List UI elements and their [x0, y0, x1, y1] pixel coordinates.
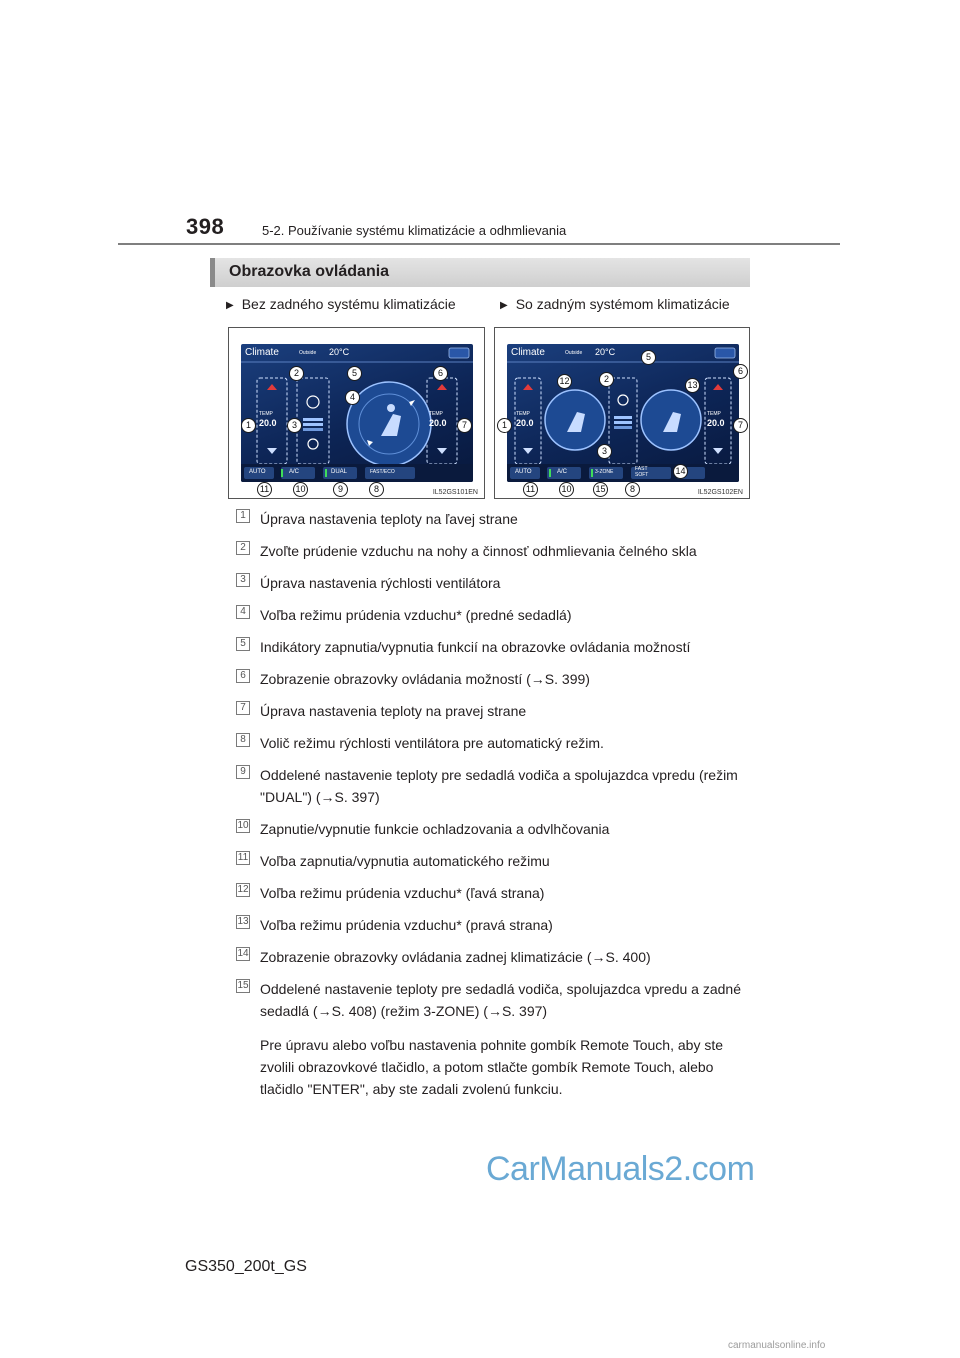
outside-label: Outside — [565, 350, 583, 356]
callout-3: 3 — [287, 418, 302, 433]
callout-7: 7 — [457, 418, 472, 433]
legend-text: Úprava nastavenia teploty na pravej strane — [260, 703, 527, 719]
section-header-bar — [210, 258, 750, 287]
screen-title: Climate — [511, 347, 545, 358]
page-number: 398 — [186, 214, 225, 239]
temp-label-left: TEMP — [516, 411, 530, 417]
callout-number: 3 — [236, 573, 250, 587]
figure-without-rear — [228, 327, 485, 499]
legend-text: Zobrazenie obrazovky ovládania možností (→S. 399) — [260, 671, 590, 687]
legend-text: Indikátory zapnutia/vypnutia funkcií na obrazovke ovládania možností — [260, 639, 691, 655]
callout-3: 3 — [597, 444, 612, 459]
callout-number: 15 — [237, 980, 249, 991]
section-title: Obrazovka ovládania — [229, 263, 390, 280]
bullet-triangle-icon: ▶ — [226, 300, 234, 311]
chapter-title: 5-2. Používanie systému klimatizácie a odhmlievania — [262, 223, 567, 238]
ac-button: A/C — [289, 469, 300, 475]
callout-10: 10 — [293, 482, 308, 497]
callout-13: 13 — [685, 378, 700, 393]
climate-screen — [507, 344, 739, 482]
callout-9: 9 — [333, 482, 348, 497]
outside-temp: 20°C — [329, 347, 350, 357]
temp-label-right: TEMP — [429, 411, 443, 417]
callout-number: 5 — [236, 637, 250, 651]
list-item — [236, 572, 756, 594]
callout-number: 11 — [237, 852, 249, 863]
legend-text: Voľba zapnutia/vypnutia automatického režimu — [260, 853, 550, 869]
ac-button: A/C — [557, 469, 568, 475]
callout-number: 7 — [236, 701, 250, 715]
caption-without-rear — [226, 296, 456, 312]
temp-label-left: TEMP — [259, 411, 273, 417]
three-zone-button: 3-ZONE — [595, 469, 614, 475]
list-item — [236, 636, 756, 658]
outside-temp: 20°C — [595, 347, 616, 357]
callout-number: 4 — [236, 605, 250, 619]
footer-model-id: GS350_200t_GS — [185, 1258, 307, 1275]
dual-button: DUAL — [331, 469, 348, 475]
callout-6: 6 — [733, 364, 748, 379]
temp-value-left: 20.0 — [259, 418, 277, 428]
callout-number: 10 — [237, 820, 249, 831]
usage-note: Pre úpravu alebo voľbu nastavenia pohnite gombík Remote Touch, aby ste zvolili obrazovkové tlačidlo, a potom stlačte gombík Remote Touch, alebo tlačidlo "ENTER", aby ste zadali zvolenú funkciu. — [260, 1037, 724, 1097]
fan-mode-button: FAST/ECO — [370, 469, 395, 475]
caption-with-rear — [500, 296, 730, 312]
callout-1: 1 — [497, 418, 512, 433]
list-item — [236, 882, 756, 904]
list-item — [236, 946, 756, 968]
list-item — [236, 818, 756, 840]
legend-text: Voľba režimu prúdenia vzduchu* (ľavá strana) — [260, 885, 545, 901]
legend-text: Oddelené nastavenie teploty pre sedadlá vodiča a spolujazdca vpredu (režim "DUAL") (→S. 397) — [260, 767, 738, 805]
climate-screen-graphics — [507, 344, 739, 482]
callout-number: 13 — [237, 916, 249, 927]
bullet-triangle-icon: ▶ — [500, 300, 508, 311]
list-item — [236, 978, 756, 1022]
list-item — [236, 540, 756, 562]
header-rule — [118, 243, 840, 245]
callout-10: 10 — [559, 482, 574, 497]
callout-2: 2 — [599, 372, 614, 387]
outside-label: Outside — [299, 350, 317, 356]
callout-4: 4 — [345, 390, 360, 405]
callout-number: 8 — [236, 733, 250, 747]
callout-5: 5 — [641, 350, 656, 365]
list-item — [236, 914, 756, 936]
legend-text: Voľba režimu prúdenia vzduchu* (pravá strana) — [260, 917, 553, 933]
callout-12: 12 — [557, 374, 572, 389]
caption-text: So zadným systémom klimatizácie — [515, 296, 730, 312]
legend-text: Volič režimu rýchlosti ventilátora pre automatický režim. — [260, 735, 604, 751]
temp-value-right: 20.0 — [429, 418, 447, 428]
callout-legend — [236, 508, 756, 1032]
figure-code: IL52GS101EN — [432, 489, 478, 496]
callout-2: 2 — [289, 366, 304, 381]
legend-text: Zapnutie/vypnutie funkcie ochladzovania a odvlhčovania — [260, 821, 610, 837]
callout-1: 1 — [241, 418, 256, 433]
callout-number: 2 — [236, 541, 250, 555]
list-item — [236, 668, 756, 690]
callout-11: 11 — [523, 482, 538, 497]
watermark-logo: CarManuals2.com — [486, 1150, 755, 1188]
watermark-bottom: carmanualsonline.info — [728, 1340, 826, 1351]
figure-code: IL52GS102EN — [697, 489, 743, 496]
caption-text: Bez zadného systému klimatizácie — [241, 296, 456, 312]
callout-7: 7 — [733, 418, 748, 433]
legend-text: Úprava nastavenia teploty na ľavej strane — [260, 511, 518, 527]
screen-title: Climate — [245, 347, 279, 358]
legend-text: Zobrazenie obrazovky ovládania zadnej klimatizácie (→S. 400) — [260, 949, 651, 965]
callout-11: 11 — [257, 482, 272, 497]
list-item — [236, 508, 756, 530]
list-item — [236, 850, 756, 872]
callout-8: 8 — [369, 482, 384, 497]
temp-value-right: 20.0 — [707, 418, 725, 428]
callout-14: 14 — [673, 464, 688, 479]
temp-label-right: TEMP — [707, 411, 721, 417]
list-item — [236, 732, 756, 754]
callout-6: 6 — [433, 366, 448, 381]
list-item — [236, 604, 756, 626]
callout-number: 14 — [237, 948, 249, 959]
callout-number: 6 — [236, 669, 250, 683]
list-item — [236, 700, 756, 722]
callout-number: 9 — [236, 765, 250, 779]
auto-button: AUTO — [249, 469, 266, 475]
figure-with-rear — [494, 327, 750, 499]
callout-8: 8 — [625, 482, 640, 497]
callout-number: 1 — [236, 509, 250, 523]
callout-15: 15 — [593, 482, 608, 497]
callout-number: 12 — [237, 884, 249, 895]
climate-screen — [241, 344, 473, 482]
list-item — [236, 764, 756, 808]
legend-text: Úprava nastavenia rýchlosti ventilátora — [260, 575, 501, 591]
auto-button: AUTO — [515, 469, 532, 475]
legend-text: Oddelené nastavenie teploty pre sedadlá vodiča, spolujazdca vpredu a zadné sedadlá (→S. 408) (režim 3-ZONE) (→S. 397) — [260, 981, 741, 1019]
fan-mode-button: FAST SOFT — [635, 466, 649, 478]
legend-text: Voľba režimu prúdenia vzduchu* (predné sedadlá) — [260, 607, 572, 623]
legend-text: Zvoľte prúdenie vzduchu na nohy a činnosť odhmlievania čelného skla — [260, 543, 697, 559]
callout-5: 5 — [347, 366, 362, 381]
temp-value-left: 20.0 — [516, 418, 534, 428]
